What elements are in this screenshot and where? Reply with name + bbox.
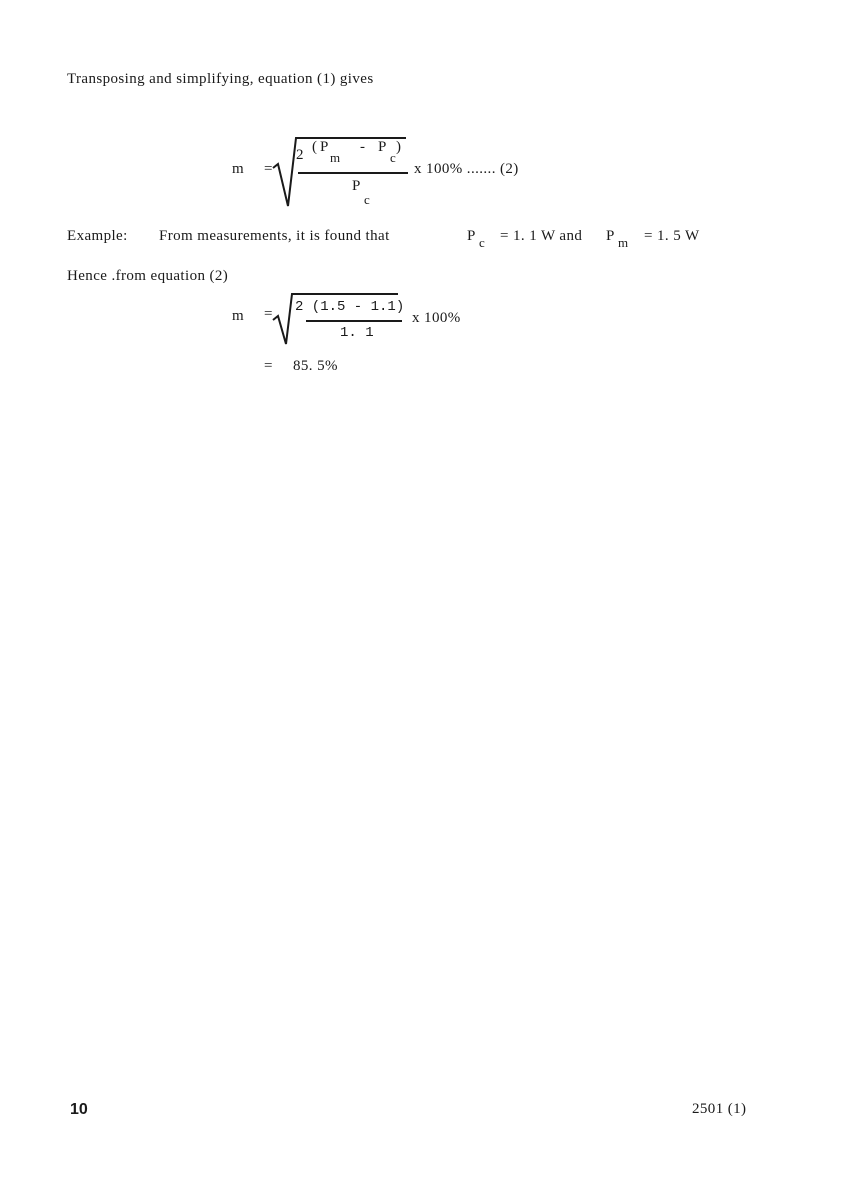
eq-num-fraction-bar [306,320,402,322]
eq2-open-paren: ( [312,139,318,155]
example-pc-subscript: c [479,235,485,250]
example-label: Example: [67,228,128,244]
eq2-tail: x 100% ....... (2) [414,161,519,177]
eq2-p-c: P [378,139,387,155]
eq2-p-m-subscript: m [330,150,341,165]
example-pc: P [467,228,476,244]
eq-num-equals: = [264,306,273,322]
result-equals: = [264,358,273,374]
page-number: 10 [70,1101,88,1118]
eq-num-tail: x 100% [412,310,461,326]
eq2-minus: - [360,139,366,155]
example-pm-subscript: m [618,235,629,250]
result-value: 85. 5% [293,358,338,374]
eq2-equals: = [264,161,273,177]
eq2-lhs: m [232,161,245,177]
example-pm: P [606,228,615,244]
eq-num-numerator: 2 (1.5 - 1.1) [295,299,405,315]
eq2-denominator: P [352,178,361,194]
eq-num-lhs: m [232,308,245,324]
eq2-close-paren: ) [396,139,402,155]
intro-text: Transposing and simplifying, equation (1) gives [67,71,374,87]
eq2-p-c-subscript: c [390,150,396,165]
eq-num-denominator: 1. 1 [340,325,374,341]
document-code: 2501 (1) [692,1101,747,1117]
example-pc-value: = 1. 1 W and [500,228,583,244]
example-text: From measurements, it is found that [159,228,390,244]
example-pm-value: = 1. 5 W [644,228,700,244]
hence-text: Hence .from equation (2) [67,268,229,284]
eq2-p-m: P [320,139,329,155]
eq2-denominator-subscript: c [364,192,370,207]
eq2-coefficient: 2 [296,147,304,163]
eq2-fraction-bar [298,172,408,174]
